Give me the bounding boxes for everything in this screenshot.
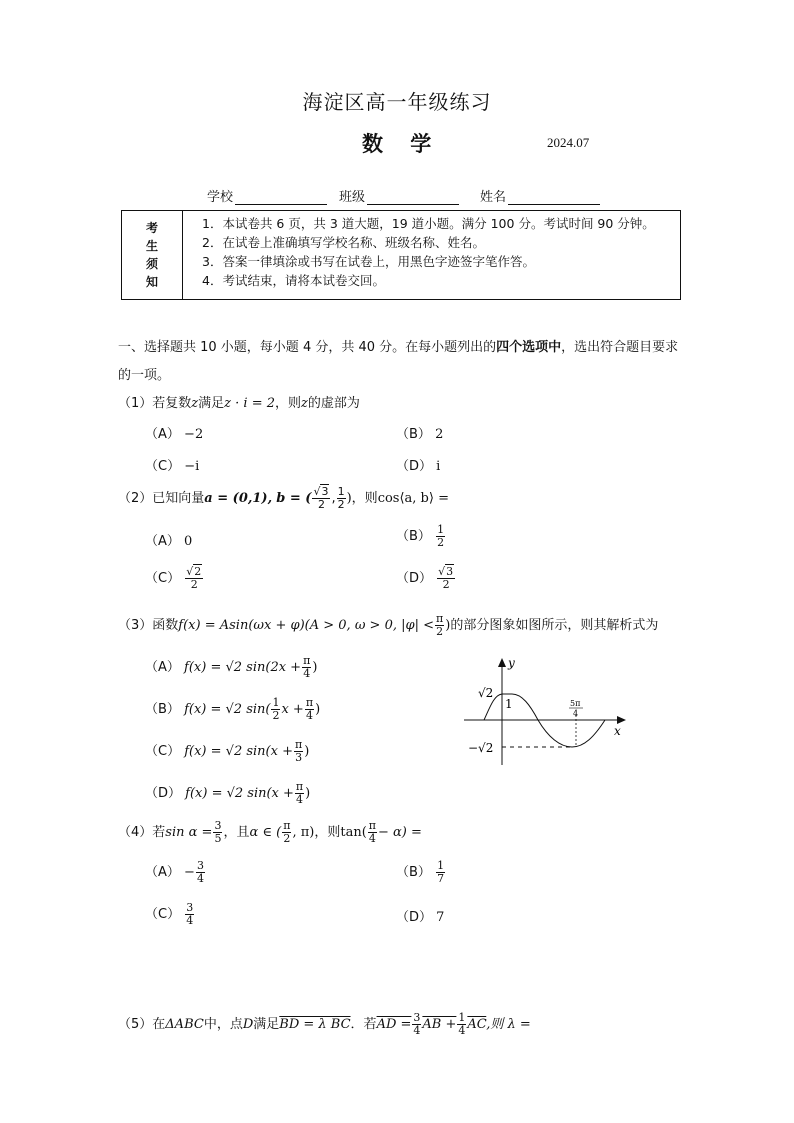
x-axis-arrow — [617, 716, 626, 724]
notice-heading — [122, 211, 183, 299]
name-label: 姓名 — [480, 190, 507, 205]
denominator: 4 — [305, 709, 313, 722]
numerator: π — [303, 654, 311, 667]
q5-vector-ac: $\overline{AC}$ — [467, 1017, 487, 1032]
denominator: 4 — [196, 872, 204, 885]
class-field — [339, 186, 459, 205]
denominator: 2 — [190, 578, 198, 591]
option-fraction — [436, 860, 445, 885]
q1-option-c[interactable] — [145, 455, 199, 474]
option-label: （A） — [145, 427, 180, 442]
denominator: 2 — [283, 832, 291, 845]
q2-cos: cos⟨a, b⟩ = — [377, 491, 449, 506]
min-label: −√2 — [468, 741, 494, 755]
name-field — [480, 186, 600, 205]
option-paren: ) — [304, 744, 310, 759]
q4-tan: tan( — [340, 825, 367, 840]
q2-option-a[interactable] — [145, 530, 192, 549]
q2-paren: ) — [346, 491, 352, 506]
option-value: 2 — [435, 427, 444, 442]
option-label: （D） — [396, 459, 433, 474]
numerator: 3 — [196, 859, 204, 872]
school-field — [207, 186, 327, 205]
option-fraction — [271, 697, 280, 722]
q5-vector-eq: BD = λ BC — [279, 1017, 351, 1032]
q5-number: （5） — [118, 1017, 153, 1032]
option-fraction — [436, 524, 445, 549]
q2-vector-b: b = ( — [276, 491, 312, 506]
q1-text: 若复数 — [152, 396, 192, 411]
option-label: （B） — [396, 865, 431, 880]
q2-option-d[interactable] — [396, 566, 456, 591]
section-bold: 四个选项中 — [496, 340, 562, 355]
option-label: （A） — [145, 660, 180, 675]
q1-option-b[interactable] — [396, 423, 443, 442]
q4-text: 若 — [152, 825, 166, 840]
option-label: （B） — [145, 702, 180, 717]
q2-denominator: 2 — [337, 498, 345, 511]
denominator: 4 — [458, 1024, 466, 1037]
y-axis-arrow — [498, 658, 506, 667]
class-label: 班级 — [339, 190, 366, 205]
question-4 — [118, 820, 422, 845]
option-value: i — [436, 459, 441, 474]
tick-denominator: 4 — [573, 709, 579, 718]
option-fraction: $\frac{√2}{2}$ — [186, 565, 202, 591]
q4-interval-end: , π) — [292, 825, 315, 840]
q1-text: ，则 — [275, 396, 302, 411]
exam-title: 海淀区高一年级练习 — [302, 90, 492, 114]
q4-option-a[interactable] — [145, 860, 206, 885]
denominator: 2 — [272, 709, 280, 722]
denominator: 7 — [437, 872, 445, 885]
q5-point: D — [242, 1017, 254, 1032]
q3-function: f(x) = Asin(ωx + φ)(A > 0, ω > 0, |φ| < — [178, 618, 434, 633]
denominator: 4 — [368, 832, 376, 845]
notice-heading-char: 生 — [145, 239, 158, 253]
q3-option-c[interactable] — [145, 739, 309, 764]
option-fraction — [305, 697, 314, 722]
option-expr: f(x) = √2 sin(x + — [184, 744, 293, 759]
option-fraction — [185, 902, 194, 927]
numerator: 1 — [437, 859, 445, 872]
q2-text: 已知向量 — [152, 491, 205, 506]
radicand: 2 — [194, 565, 202, 578]
q5-vector-ad: AD = — [376, 1017, 412, 1032]
option-value: −i — [184, 459, 200, 474]
option-value: 7 — [436, 910, 445, 925]
option-label: （B） — [396, 427, 431, 442]
q2-frac-1-2 — [337, 486, 346, 511]
option-expr: f(x) = √2 sin(2x + — [184, 660, 302, 675]
one-label: 1 — [505, 697, 513, 711]
option-label: （C） — [145, 744, 181, 759]
question-2: （2）已知向量a = (0,1), b = ( $\frac{√3}{2}$ , $\frac{1}{2}$ )，则cos⟨a, b⟩ = — [118, 485, 449, 511]
q3-text: 的部分图象如图所示，则其解析式为 — [450, 618, 659, 633]
option-fraction: $\frac{√3}{2}$ — [438, 565, 454, 591]
notice-body — [188, 214, 678, 290]
numerator: π — [436, 612, 444, 625]
radicand: 3 — [446, 565, 454, 578]
q2-vector-a: a = (0,1), — [204, 491, 273, 506]
q4-frac-3-5 — [213, 820, 222, 845]
q4-interval: α ∈ ( — [249, 825, 282, 840]
notice-heading-char: 须 — [145, 257, 158, 271]
subject-title: 数 学 — [362, 131, 442, 156]
school-blank — [235, 190, 327, 205]
x-axis-label: x — [614, 724, 621, 738]
numerator: 1 — [437, 523, 445, 536]
numerator: 1 — [458, 1011, 466, 1024]
tick-numerator: 5π — [570, 699, 581, 708]
q1-var: z — [191, 396, 199, 411]
option-paren: ) — [305, 786, 311, 801]
q3-option-b[interactable] — [145, 697, 320, 722]
numerator: π — [283, 819, 291, 832]
option-label: （B） — [396, 529, 431, 544]
q1-option-a[interactable] — [145, 423, 203, 442]
q3-option-a[interactable] — [145, 655, 317, 680]
option-fraction — [295, 781, 304, 806]
q2-numerator: 1 — [337, 485, 345, 498]
y-axis-label: y — [508, 656, 515, 670]
q5-frac-1-4 — [457, 1012, 466, 1037]
exam-notice-box — [121, 210, 681, 300]
q1-option-d[interactable] — [396, 455, 440, 474]
notice-line: 4．考试结束，请将本试卷交回。 — [202, 273, 385, 288]
notice-heading-char: 考 — [145, 221, 158, 235]
section-one-heading — [118, 334, 684, 390]
numerator: 3 — [413, 1011, 421, 1024]
notice-heading-char: 知 — [145, 275, 158, 289]
denominator: 4 — [413, 1024, 421, 1037]
denominator: 4 — [186, 914, 194, 927]
question-1 — [118, 392, 360, 411]
option-expr: f(x) = √2 sin( — [184, 702, 271, 717]
option-value: −2 — [184, 427, 204, 442]
q4-tan-end: − α) = — [378, 825, 422, 840]
q4-sin: sin α = — [165, 825, 213, 840]
question-3 — [118, 613, 658, 638]
q4-text: ，则 — [314, 825, 341, 840]
denominator: 2 — [437, 536, 445, 549]
option-fraction — [294, 739, 303, 764]
q3-number: （3） — [118, 618, 153, 633]
q3-sine-graph — [460, 655, 630, 770]
section-prefix: 一、选择题共 10 小题，每小题 4 分，共 40 分。在每小题列出的 — [118, 340, 497, 355]
q5-text: 中，点 — [203, 1017, 243, 1032]
option-fraction — [302, 655, 311, 680]
option-fraction — [196, 860, 205, 885]
numerator: 1 — [272, 696, 280, 709]
numerator: π — [294, 738, 303, 751]
q2-option-c[interactable] — [145, 566, 204, 591]
option-label: （D） — [396, 571, 433, 586]
option-label: （C） — [145, 571, 181, 586]
max-label: √2 — [478, 686, 494, 700]
question-5 — [118, 1012, 531, 1037]
q3-paren: ) — [445, 618, 451, 633]
denominator: 5 — [214, 832, 222, 845]
q3-option-d[interactable] — [145, 781, 310, 806]
q5-end: ,则 λ = — [486, 1017, 531, 1032]
notice-line: 1．本试卷共 6 页，共 3 道大题，19 道小题。满分 100 分。考试时间 90 分钟。 — [202, 216, 655, 231]
q5-vector-ab: AB + — [422, 1017, 457, 1032]
q1-text: 的虚部为 — [307, 396, 360, 411]
option-paren: ) — [315, 702, 321, 717]
q4-frac-pi-2 — [282, 820, 291, 845]
q2-denominator: 2 — [317, 498, 325, 511]
q4-option-d[interactable] — [396, 906, 444, 925]
option-expr: x + — [281, 702, 304, 717]
option-label: （C） — [145, 907, 181, 922]
q2-number: （2） — [118, 491, 153, 506]
option-expr: f(x) = √2 sin(x + — [185, 786, 294, 801]
q1-var: z — [301, 396, 308, 411]
option-label: （C） — [145, 459, 181, 474]
q4-text: ，且 — [223, 825, 250, 840]
denominator: 2 — [442, 578, 450, 591]
option-label: （D） — [145, 786, 182, 801]
numerator: π — [295, 780, 304, 793]
numerator: 3 — [214, 819, 222, 832]
q2-text: ，则 — [351, 491, 378, 506]
notice-line: 2．在试卷上准确填写学校名称、班级名称、姓名。 — [202, 235, 485, 250]
section-suffix: ，选出符合题目要求的一项。 — [118, 340, 679, 383]
q5-text: 满足 — [253, 1017, 280, 1032]
q2-frac-sqrt3-2: $\frac{√3}{2}$ — [313, 485, 329, 511]
numerator: π — [305, 696, 314, 709]
denominator: 2 — [436, 625, 444, 638]
class-blank — [367, 190, 459, 205]
option-label: （A） — [145, 865, 180, 880]
q5-triangle: ΔABC — [165, 1017, 204, 1032]
q1-text: 满足 — [198, 396, 225, 411]
name-blank — [508, 190, 600, 205]
denominator: 4 — [296, 793, 304, 806]
q4-option-b[interactable] — [396, 860, 446, 885]
option-sign: − — [184, 865, 195, 880]
numerator: π — [368, 819, 376, 832]
q4-frac-pi-4 — [368, 820, 377, 845]
q3-text: 函数 — [152, 618, 179, 633]
numerator: 3 — [186, 901, 194, 914]
q5-text: ．若 — [350, 1017, 377, 1032]
option-label: （A） — [145, 534, 180, 549]
denominator: 3 — [295, 751, 303, 764]
exam-date: 2024.07 — [547, 135, 590, 150]
option-paren: ) — [312, 660, 318, 675]
q2-radicand: 3 — [321, 485, 329, 498]
denominator: 4 — [303, 667, 311, 680]
q4-option-c[interactable] — [145, 902, 195, 927]
q1-number: （1） — [118, 396, 153, 411]
q5-frac-3-4 — [412, 1012, 421, 1037]
q1-equation: z · i = 2 — [224, 396, 276, 411]
q3-frac-pi-2 — [435, 613, 444, 638]
option-value: 0 — [184, 534, 193, 549]
school-label: 学校 — [207, 190, 234, 205]
q2-option-b[interactable] — [396, 524, 446, 549]
notice-line: 3．答案一律填涂或书写在试卷上，用黑色字迹签字笔作答。 — [202, 254, 535, 269]
q5-text: 在 — [152, 1017, 166, 1032]
option-label: （D） — [396, 910, 433, 925]
q4-number: （4） — [118, 825, 153, 840]
